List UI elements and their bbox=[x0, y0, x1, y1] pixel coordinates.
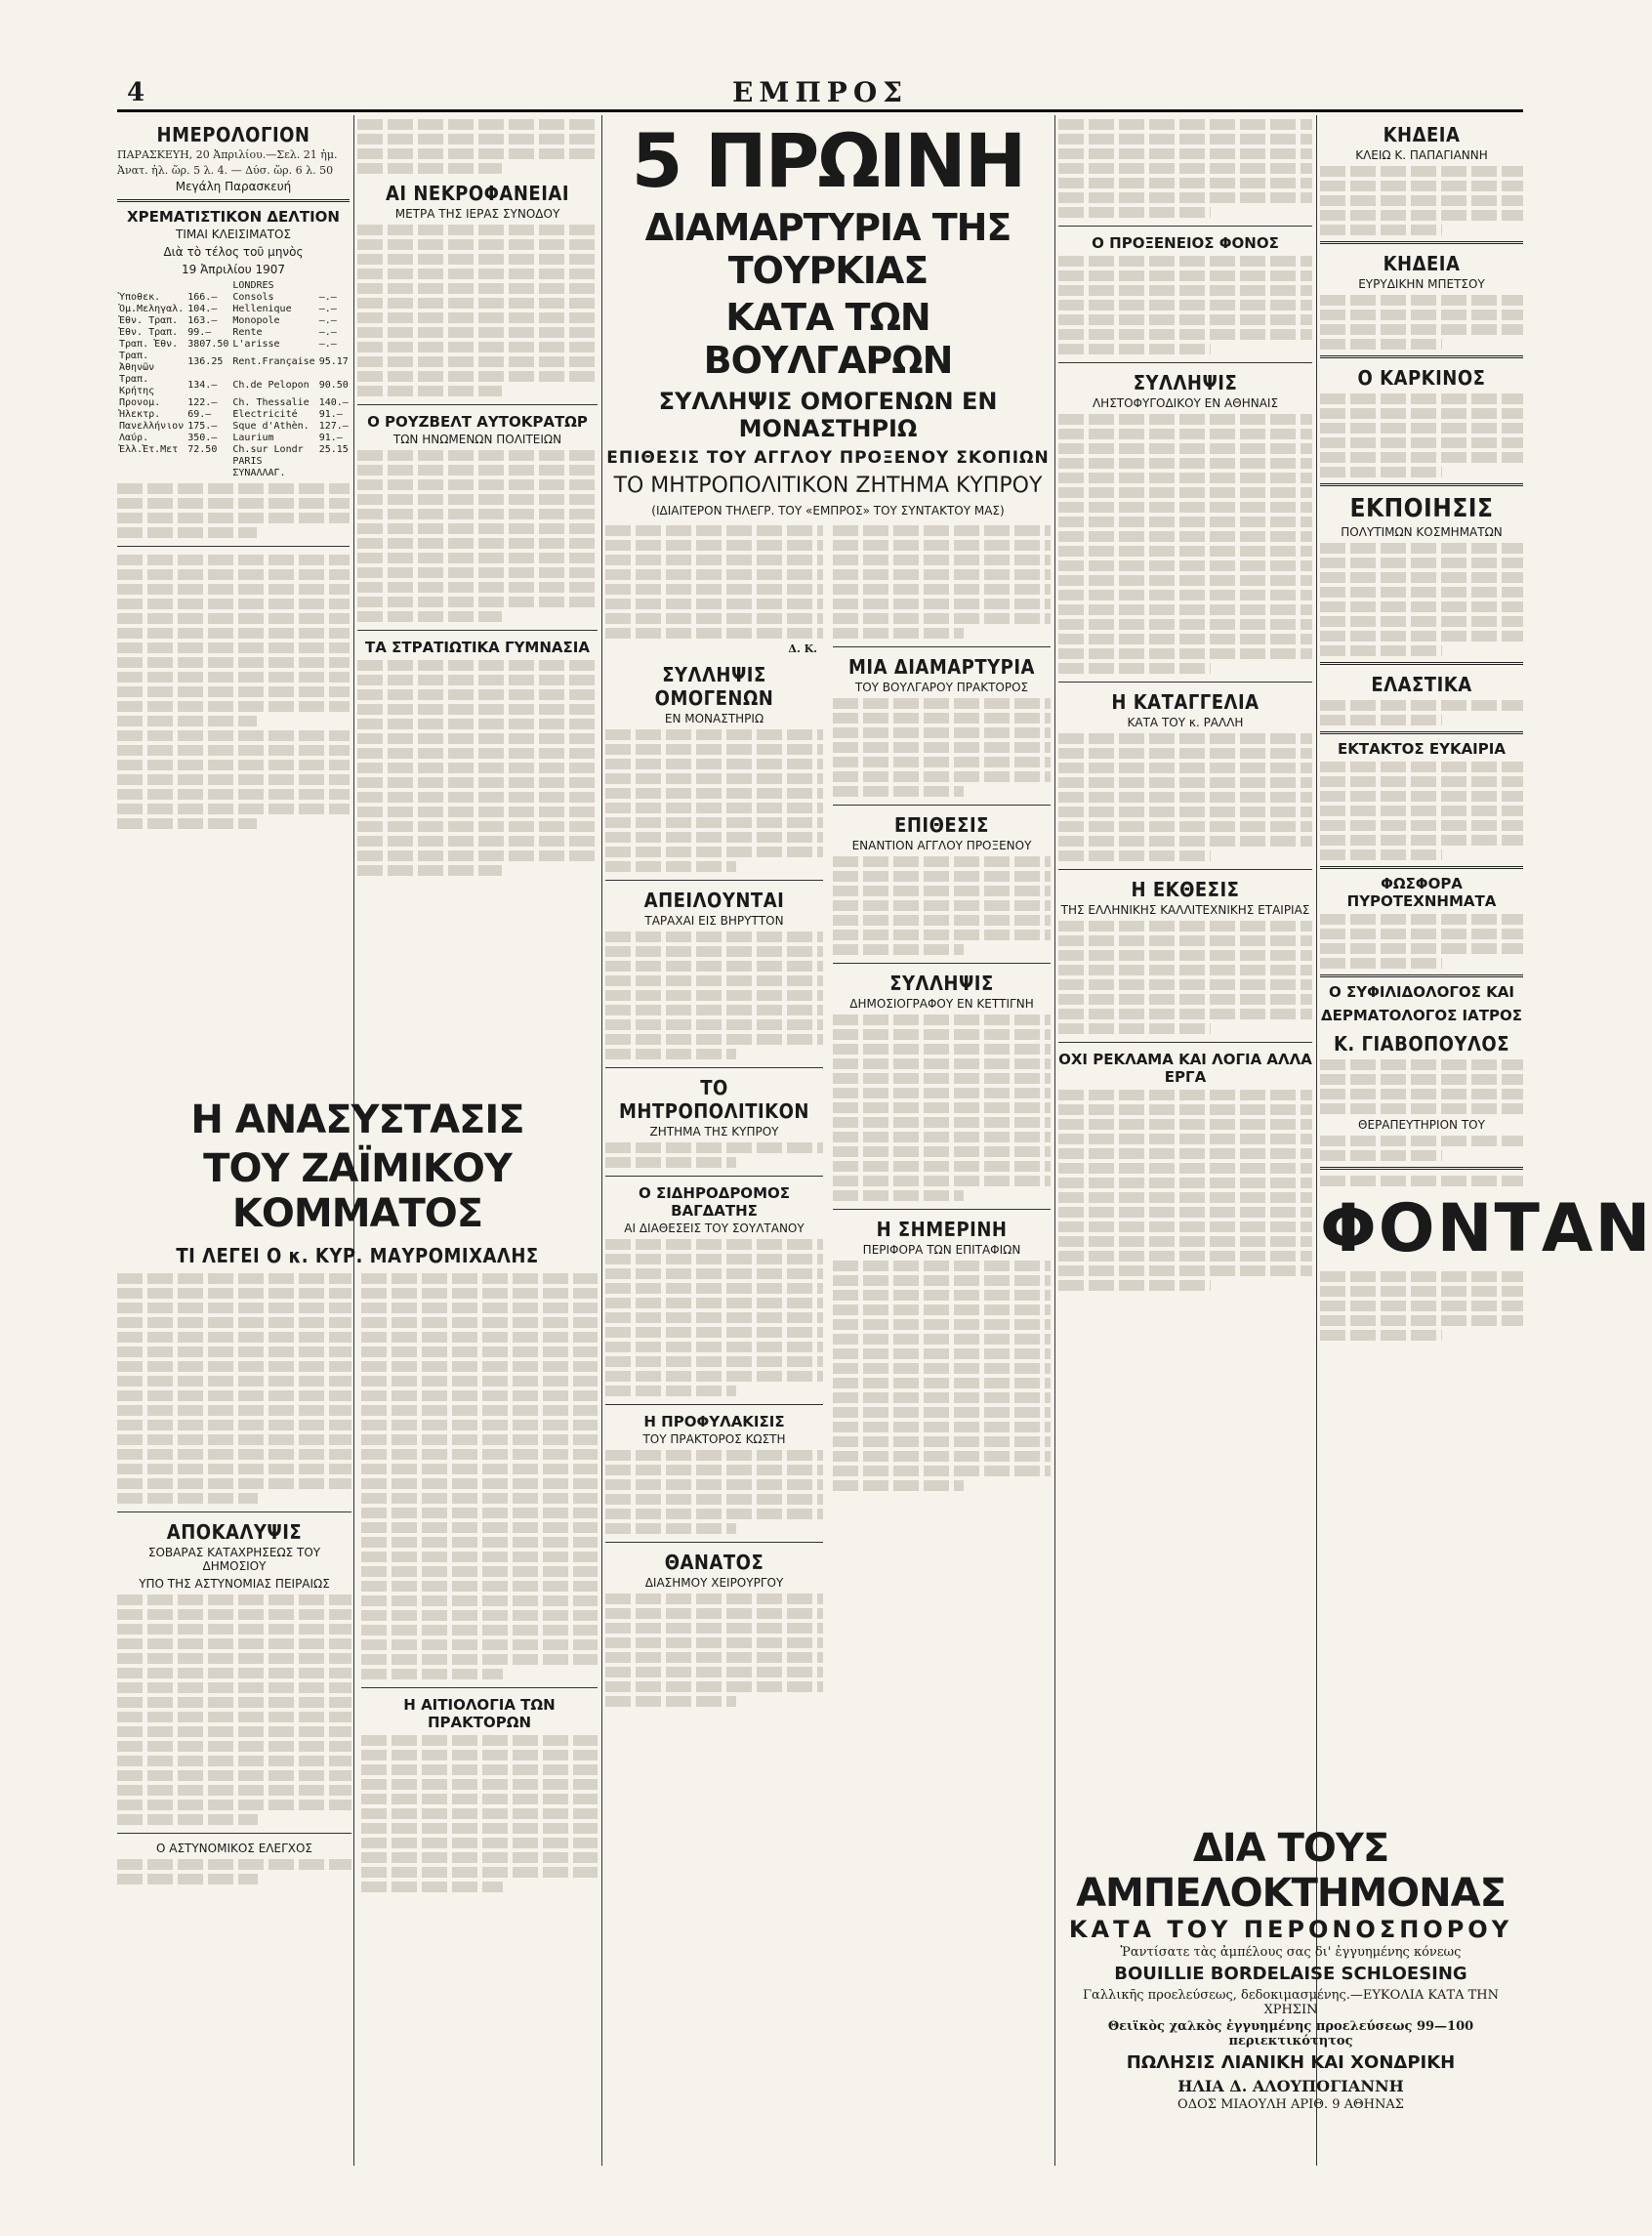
headline-sidirodromos: Ο ΣΙΔΗΡΟΔΡΟΜΟΣ ΒΑΓΔΑΤΗΣ bbox=[639, 1184, 790, 1220]
finance-synallag: ΣΥΝΑΛΛΑΓ. bbox=[232, 468, 286, 478]
finance-subtitle: ΤΙΜΑΙ ΚΛΕΙΣΙΜΑΤΟΣ bbox=[175, 228, 292, 241]
finance-cell: 104.— bbox=[187, 304, 218, 314]
subhead-mavromichalis: ΤΙ ΛΕΓΕΙ Ο κ. ΚΥΡ. ΜΑΥΡΟΜΙΧΑΛΗΣ bbox=[176, 1244, 539, 1267]
finance-row bbox=[117, 433, 351, 444]
headline-mia-diamartyria: ΜΙΑ ΔΙΑΜΑΡΤΥΡΙΑ bbox=[848, 655, 1035, 679]
column-5 bbox=[1320, 115, 1652, 1814]
heading-kideia-1: ΚΗΔΕΙΑ bbox=[1383, 123, 1461, 146]
finance-cell: Ἐθν. Τραπ. bbox=[119, 315, 179, 326]
headline-profylakisis: Η ΠΡΟΦΥΛΑΚΙΣΙΣ bbox=[643, 1413, 785, 1430]
headline-epithesis-proxenou: ΕΠΙΘΕΣΙΣ ΤΟΥ ΑΓΓΛΟΥ ΠΡΟΞΕΝΟΥ ΣΚΟΠΙΩΝ bbox=[606, 448, 1050, 468]
finance-cell: 166.— bbox=[187, 292, 218, 303]
zaimis-body-right bbox=[361, 1269, 598, 1896]
finance-cell: Ὑποθεκ. bbox=[119, 292, 161, 303]
finance-cell: Consols bbox=[232, 292, 274, 303]
kideia-1-name: ΚΛΕΙΩ Κ. ΠΑΠΑΓΙΑΝΝΗ bbox=[1355, 148, 1488, 162]
heading-karkinos: Ο ΚΑΡΚΙΝΟΣ bbox=[1357, 366, 1486, 390]
finance-cell: Προνομ. bbox=[119, 397, 161, 408]
ad-line-6: ΗΛΙΑ Δ. ΑΛΟΥΠΟΓΙΑΝΝΗ bbox=[1177, 2077, 1404, 2095]
column-2 bbox=[357, 115, 598, 1092]
heading-fosfora: ΦΩΣΦΟΡΑ ΠΥΡΟΤΕΧΝΗΜΑΤΑ bbox=[1346, 875, 1497, 910]
finance-cell: —.— bbox=[318, 304, 337, 314]
headline-anasystasis: Η ΑΝΑΣΥΣΤΑΣΙΣ bbox=[190, 1097, 524, 1142]
headline-proxenikos: Ο ΠΡΟΞΕΝΕΙΟΣ ΦΟΝΟΣ bbox=[1092, 234, 1279, 252]
masthead: ΕΜΠΡΟΣ bbox=[731, 76, 909, 108]
finance-row bbox=[117, 351, 351, 374]
finance-cell: Λαύρ. bbox=[119, 433, 149, 443]
finance-row bbox=[117, 327, 351, 339]
heading-ekpoiisis: ΕΚΠΟΙΗΣΙΣ bbox=[1349, 494, 1494, 523]
finance-cell: Τραπ. Κρήτης bbox=[119, 374, 155, 396]
page-number: 4 bbox=[127, 78, 145, 107]
subhead-syllipsis-2: ΔΗΜΟΣΙΟΓΡΑΦΟΥ ΕΝ ΚΕΤΤΙΓΝΗ bbox=[849, 997, 1034, 1011]
calendar-feast: Μεγάλη Παρασκευή bbox=[175, 180, 292, 193]
ad-line-3: Γαλλικῆς προελεύσεως, δεδοκιμασμένης.—ΕΥΚΟΛΙΑ ΚΑΤΑ ΤΗΝ ΧΡΗΣΙΝ bbox=[1082, 1988, 1500, 2017]
headline-mitropolitikon-2: ΤΟ ΜΗΤΡΟΠΟΛΙΤΙΚΟΝ bbox=[619, 1076, 809, 1123]
finance-cell: Sque d'Athèn. bbox=[232, 421, 310, 432]
finance-cell: Rent.Française bbox=[232, 356, 315, 367]
subhead-mitropolitikon-2: ΖΗΤΗΜΑ ΤΗΣ ΚΥΠΡΟΥ bbox=[649, 1125, 779, 1139]
subhead-roosevelt: ΤΩΝ ΗΝΩΜΕΝΩΝ ΠΟΛΙΤΕΙΩΝ bbox=[392, 433, 562, 446]
column-3-left bbox=[605, 521, 823, 1711]
calendar-date: ΠΑΡΑΣΚΕΥΗ, 20 Ἀπριλίου.—Σελ. 21 ἡμ. bbox=[117, 148, 338, 161]
finance-note: Διὰ τὸ τέλος τοῦ μηνὸς bbox=[163, 245, 304, 259]
finance-row bbox=[117, 315, 351, 327]
headline-diamartyria: ΔΙΑΜΑΡΤΥΡΙΑ ΤΗΣ ΤΟΥΡΚΙΑΣ bbox=[644, 206, 1012, 292]
telegram-credit: (ΙΔΙΑΙΤΕΡΟΝ ΤΗΛΕΓΡ. ΤΟΥ «ΕΜΠΡΟΣ» ΤΟΥ ΣΥΝΤΑΚΤΟΥ ΜΑΣ) bbox=[651, 504, 1005, 518]
headline-mitropolitikon: ΤΟ ΜΗΤΡΟΠΟΛΙΤΙΚΟΝ ΖΗΤΗΜΑ ΚΥΠΡΟΥ bbox=[613, 474, 1043, 498]
column-rule bbox=[601, 115, 602, 2166]
headline-syllipsis-omogenon: ΣΥΛΛΗΨΙΣ ΟΜΟΓΕΝΩΝ ΕΝ ΜΟΝΑΣΤΗΡΙΩ bbox=[658, 388, 998, 442]
finance-cell: L'arisse bbox=[232, 339, 280, 350]
ad-line-4: Θειϊκὸς χαλκὸς ἐγγυημένης προελεύσεως 99—100 περιεκτικότητος bbox=[1107, 2019, 1474, 2049]
finance-cell: 127.— bbox=[318, 421, 349, 432]
finance-cell: 25.15 bbox=[318, 444, 349, 455]
finance-cell: —.— bbox=[318, 292, 337, 303]
subhead-katagelia: ΚΑΤΑ ΤΟΥ κ. ΡΑΛΛΗ bbox=[1127, 716, 1244, 729]
heading-elastika: ΕΛΑΣΤΙΚΑ bbox=[1371, 673, 1472, 696]
finance-cell: Laurium bbox=[232, 433, 274, 443]
finance-cell: 69.— bbox=[187, 409, 212, 420]
finance-cell: 350.— bbox=[187, 433, 218, 443]
finance-row bbox=[117, 292, 351, 304]
finance-cell: Electricité bbox=[232, 409, 298, 420]
headline-syllipsis-2: ΣΥΛΛΗΨΙΣ bbox=[889, 972, 994, 995]
finance-cell: 90.50 bbox=[318, 380, 349, 391]
finance-row bbox=[117, 421, 351, 433]
headline-syllipsis-leisto: ΣΥΛΛΗΨΙΣ bbox=[1133, 371, 1238, 394]
ad-fontan: ΦΟΝΤΑΝ bbox=[1320, 1190, 1652, 1267]
ekpoiisis-sub: ΠΟΛΥΤΙΜΩΝ ΚΟΣΜΗΜΑΤΩΝ bbox=[1341, 525, 1503, 539]
ad-subtitle: ΚΑΤΑ ΤΟΥ ΠΕΡΟΝΟΣΠΟΡΟΥ bbox=[1068, 1916, 1513, 1943]
heading-kideia-2: ΚΗΔΕΙΑ bbox=[1383, 252, 1461, 275]
doctor-name: Κ. ΓΙΑΒΟΠΟΥΛΟΣ bbox=[1333, 1032, 1510, 1056]
subhead-thanatos: ΔΙΑΣΗΜΟΥ ΧΕΙΡΟΥΡΓΟΥ bbox=[644, 1576, 784, 1590]
finance-row bbox=[117, 339, 351, 351]
finance-cell: 140.— bbox=[318, 397, 349, 408]
finance-cell: 72.50 bbox=[187, 444, 218, 455]
column-3 bbox=[605, 115, 1051, 2215]
column-1 bbox=[117, 115, 350, 1092]
finance-row bbox=[117, 397, 351, 409]
subhead-apokalypsis-2: ΥΠΟ ΤΗΣ ΑΣΤΥΝΟΜΙΑΣ ΠΕΙΡΑΙΩΣ bbox=[139, 1577, 330, 1591]
headline-reklama: ΟΧΙ ΡΕΚΛΑΜΑ ΚΑΙ ΛΟΓΙΑ ΑΛΛΑ ΕΡΓΑ bbox=[1058, 1051, 1312, 1086]
subhead-sidirodromos: ΑΙ ΔΙΑΘΕΣΕΙΣ ΤΟΥ ΣΟΥΛΤΑΝΟΥ bbox=[624, 1222, 805, 1235]
column-4 bbox=[1058, 115, 1312, 1814]
finance-cell: Rente bbox=[232, 327, 263, 338]
finance-cell: Τραπ. Ἐθν. bbox=[119, 339, 179, 350]
headline-syllipseis: ΣΥΛΛΗΨΙΣ ΟΜΟΓΕΝΩΝ bbox=[654, 663, 774, 710]
finance-cell: —.— bbox=[318, 339, 337, 350]
subhead-syllipsis-leisto: ΛΗΣΤΟΦΥΓΟΔΙΚΟΥ ΕΝ ΑΘΗΝΑΙΣ bbox=[1092, 396, 1279, 410]
headline-5-proini: 5 ΠΡΩΙΝΗ bbox=[631, 117, 1025, 204]
finance-cell: 95.17 bbox=[318, 356, 349, 367]
finance-row bbox=[117, 374, 351, 397]
headline-simerini: Η ΣΗΜΕΡΙΝΗ bbox=[876, 1218, 1008, 1241]
column-3-right bbox=[833, 521, 1051, 1711]
finance-cell: Ἐθν. Τραπ. bbox=[119, 327, 179, 338]
finance-row bbox=[117, 444, 351, 456]
finance-cell: —.— bbox=[318, 315, 337, 326]
ad-title: ΔΙΑ ΤΟΥΣ ΑΜΠΕΛΟΚΤΗΜΟΝΑΣ bbox=[1076, 1826, 1506, 1916]
finance-cell: Τραπ. Ἀθηνῶν bbox=[119, 351, 155, 373]
headline-voulgaron: ΚΑΤΑ ΤΩΝ ΒΟΥΛΓΑΡΩΝ bbox=[703, 296, 953, 382]
therapeutirion: ΘΕΡΑΠΕΥΤΗΡΙΟΝ ΤΟΥ bbox=[1358, 1118, 1485, 1132]
zaimis-body-left bbox=[117, 1269, 351, 1896]
finance-cell: Monopole bbox=[232, 315, 280, 326]
finance-cell: 175.— bbox=[187, 421, 218, 432]
headline-apeilountai: ΑΠΕΙΛΟΥΝΤΑΙ bbox=[643, 889, 785, 912]
signature: Δ. Κ. bbox=[788, 642, 817, 655]
finance-cell: 163.— bbox=[187, 315, 218, 326]
finance-cell: Ch. Thessalie bbox=[232, 397, 310, 408]
headline-nekrofaneiai: ΑΙ ΝΕΚΡΟΦΑΝΕΙΑΙ bbox=[385, 182, 570, 205]
finance-cell: Πανελλήνιον bbox=[119, 421, 185, 432]
finance-paris: PARIS bbox=[232, 456, 263, 467]
headline-apokalypsis: ΑΠΟΚΑΛΥΨΙΣ bbox=[166, 1520, 303, 1544]
headline-roosevelt: Ο ΡΟΥΖΒΕΛΤ ΑΥΤΟΚΡΑΤΩΡ bbox=[367, 413, 588, 431]
subhead-apeilountai: ΤΑΡΑΧΑΙ ΕΙΣ ΒΗΡΥΤΤΟΝ bbox=[644, 914, 784, 928]
heading-dermatologos: ΔΕΡΜΑΤΟΛΟΓΟΣ ΙΑΤΡΟΣ bbox=[1321, 1007, 1522, 1024]
calendar-title: ΗΜΕΡΟΛΟΓΙΟΝ bbox=[156, 123, 310, 146]
finance-row bbox=[117, 304, 351, 315]
finance-cell: Ἐλλ.Ἐτ.Μετ bbox=[119, 444, 179, 455]
subhead-simerini: ΠΕΡΙΦΟΡΑ ΤΩΝ ΕΠΙΤΑΦΙΩΝ bbox=[862, 1243, 1021, 1257]
ad-line-7: ΟΔΟΣ ΜΙΑΟΥΛΗ ΑΡΙΘ. 9 ΑΘΗΝΑΣ bbox=[1177, 2097, 1404, 2112]
headline-gymnasia: ΤΑ ΣΤΡΑΤΙΩΤΙΚΑ ΓΥΜΝΑΣΙΑ bbox=[365, 639, 590, 656]
subhead-apokalypsis: ΣΟΒΑΡΑΣ ΚΑΤΑΧΡΗΣΕΩΣ ΤΟΥ ΔΗΜΟΣΙΟΥ bbox=[147, 1546, 321, 1573]
subhead-nekrofaneiai: ΜΕΤΡΑ ΤΗΣ ΙΕΡΑΣ ΣΥΝΟΔΟΥ bbox=[394, 207, 560, 221]
column-rule bbox=[1054, 115, 1055, 2166]
finance-cell: Ch.de Pelopon bbox=[232, 380, 310, 391]
heading-syfilidologos: Ο ΣΥΦΙΛΙΔΟΛΟΓΟΣ ΚΑΙ bbox=[1329, 983, 1514, 1001]
divider bbox=[117, 199, 350, 202]
ad-line-5: ΠΩΛΗΣΙΣ ΛΙΑΝΙΚΗ ΚΑΙ ΧΟΝΔΡΙΚΗ bbox=[1126, 2052, 1456, 2073]
finance-date: 19 Ἀπριλίου 1907 bbox=[182, 263, 285, 276]
finance-table bbox=[117, 280, 351, 479]
headline-thanatos: ΘΑΝΑΤΟΣ bbox=[664, 1551, 764, 1574]
subhead-ekthesis: ΤΗΣ ΕΛΛΗΝΙΚΗΣ ΚΑΛΛΙΤΕΧΝΙΚΗΣ ΕΤΑΙΡΙΑΣ bbox=[1060, 903, 1310, 917]
page-header bbox=[117, 76, 1523, 112]
subhead-astynomikos: Ο ΑΣΤΥΝΟΜΙΚΟΣ ΕΛΕΓΧΟΣ bbox=[155, 1842, 313, 1855]
calendar-sun: Ἀνατ. ἡλ. ὥρ. 5 λ. 4. — Δύσ. ὥρ. 6 λ. 50 bbox=[117, 164, 334, 177]
finance-london: LONDRES bbox=[232, 280, 274, 291]
subhead-profylakisis: ΤΟΥ ΠΡΑΚΤΟΡΟΣ ΚΩΣΤΗ bbox=[642, 1432, 786, 1446]
ad-line-1: Ῥαντίσατε τὰς ἀμπέλους σας δι' ἐγγυημένης κόνεως bbox=[1120, 1945, 1462, 1960]
finance-cell: Ἡλεκτρ. bbox=[119, 409, 161, 420]
finance-cell: 3807.50 bbox=[187, 339, 229, 350]
finance-cell: Ὁμ.Μεληγαλ. bbox=[119, 304, 185, 314]
heading-eukairia: ΕΚΤΑΚΤΟΣ ΕΥΚΑΙΡΙΑ bbox=[1338, 740, 1506, 758]
ad-ampelokthmones bbox=[1058, 1826, 1523, 2114]
finance-cell: 99.— bbox=[187, 327, 212, 338]
finance-cell: —.— bbox=[318, 327, 337, 338]
headline-zaimiko: ΤΟΥ ΖΑΪΜΙΚΟΥ ΚΟΜΜΑΤΟΣ bbox=[203, 1146, 512, 1236]
subhead-epithesis: ΕΝΑΝΤΙΟΝ ΑΓΓΛΟΥ ΠΡΟΞΕΝΟΥ bbox=[851, 839, 1032, 852]
finance-cell: 134.— bbox=[187, 380, 218, 391]
subhead-mia-diamartyria: ΤΟΥ ΒΟΥΛΓΑΡΟΥ ΠΡΑΚΤΟΡΟΣ bbox=[854, 681, 1029, 694]
headline-ekthesis: Η ΕΚΘΕΣΙΣ bbox=[1131, 878, 1240, 901]
finance-cell: Hellenique bbox=[232, 304, 292, 314]
subhead-syllipseis: ΕΝ ΜΟΝΑΣΤΗΡΙΩ bbox=[664, 712, 764, 725]
headline-aitiologia: Η ΑΙΤΙΟΛΟΓΙΑ ΤΩΝ ΠΡΑΚΤΟΡΩΝ bbox=[403, 1696, 556, 1731]
kideia-2-name: ΕΥΡΥΔΙΚΗΝ ΜΠΕΤΣΟΥ bbox=[1358, 277, 1485, 291]
finance-cell: 91.— bbox=[318, 433, 343, 443]
headline-epithesis: ΕΠΙΘΕΣΙΣ bbox=[894, 813, 989, 837]
ad-line-2: BOUILLIE BORDELAISE SCHLOESING bbox=[1114, 1964, 1467, 1984]
zaimis-article bbox=[117, 1094, 598, 1896]
finance-cell: 91.— bbox=[318, 409, 343, 420]
finance-cell: Ch.sur Londr bbox=[232, 444, 304, 455]
finance-row bbox=[117, 409, 351, 421]
finance-cell: 122.— bbox=[187, 397, 218, 408]
finance-cell: 136.25 bbox=[187, 356, 224, 367]
headline-katagelia: Η ΚΑΤΑΓΓΕΛΙΑ bbox=[1111, 690, 1260, 714]
finance-title: ΧΡΕΜΑΤΙΣΤΙΚΟΝ ΔΕΛΤΙΟΝ bbox=[127, 208, 340, 226]
